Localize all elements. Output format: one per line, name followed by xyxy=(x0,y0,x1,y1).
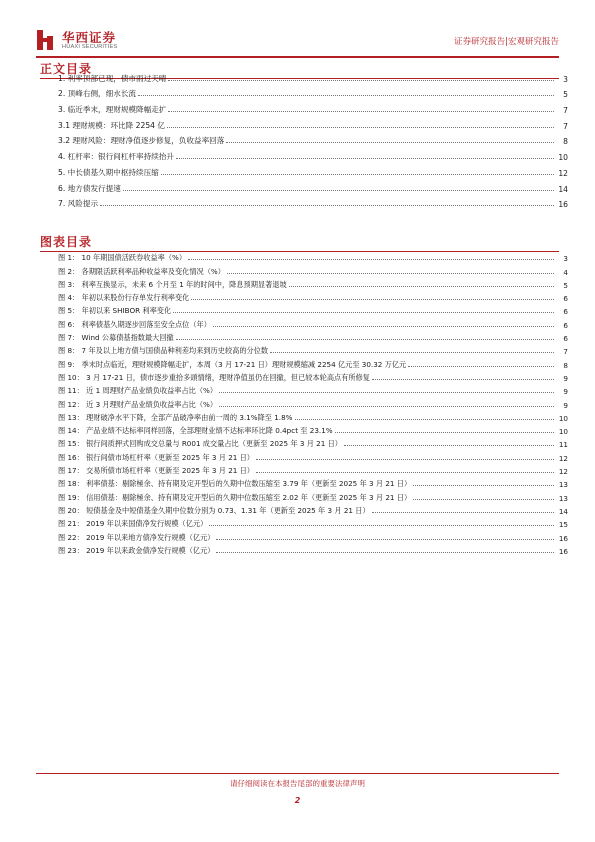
dot-leader xyxy=(270,352,554,353)
toc-entry-label: 1. 利率顶部已现，债市雨过天晴 xyxy=(58,73,167,83)
figure-entry-label: 图 18： 利率债基：剔除極余、持有期及定开型后的久期中位数压缩至 3.79 年（更新至 2025 年 3 月 21 日） xyxy=(58,479,412,489)
figure-entry[interactable] xyxy=(58,396,568,409)
dot-leader xyxy=(191,299,554,300)
toc-entry[interactable] xyxy=(58,99,568,115)
dot-leader xyxy=(168,111,554,112)
dot-leader xyxy=(123,190,554,191)
company-name-cn: 华西证券 xyxy=(62,30,117,45)
toc-entry-label: 3.1 理财规模：环比降 2254 亿 xyxy=(58,120,165,130)
dot-leader xyxy=(100,205,554,206)
dot-leader xyxy=(138,95,554,96)
dot-leader xyxy=(256,472,554,473)
figure-entry-page: 16 xyxy=(558,533,568,543)
page-number: 2 xyxy=(294,796,301,805)
figure-entry-page: 6 xyxy=(563,334,568,344)
figure-entry-label: 图 22： 2019 年以来地方债净发行规模（亿元） xyxy=(58,532,215,542)
toc-entry-page: 12 xyxy=(558,168,568,178)
toc-entry-page: 5 xyxy=(563,90,568,100)
figure-entry-label: 图 17： 交易所债市场杠杆率（更新至 2025 年 3 月 21 日） xyxy=(58,466,254,476)
figure-entry-page: 9 xyxy=(563,387,568,397)
dot-leader xyxy=(216,539,554,540)
figure-entry[interactable] xyxy=(58,290,568,303)
toc-entry-label: 4. 杠杆率：银行间杠杆率持续抬升 xyxy=(58,152,174,162)
figure-entry[interactable] xyxy=(58,343,568,356)
figure-entry-label: 图 5： 年初以来 SHIBOR 利率变化 xyxy=(58,306,172,316)
figure-entry[interactable] xyxy=(58,449,568,462)
figure-entry[interactable] xyxy=(58,543,568,556)
figure-entry-label: 图 19： 信用债基：剔除極余、持有期及定开型后的久期中位数压缩至 2.02 年（更新至 2025 年 3 月 21 日） xyxy=(58,492,412,502)
figure-entry-page: 12 xyxy=(558,453,568,463)
toc-entry-page: 3 xyxy=(563,74,568,84)
figure-entry[interactable] xyxy=(58,383,568,396)
figure-entry-label: 图 8： 7 年及以上地方债与国债品种利差均来到历史较高的分位数 xyxy=(58,346,269,356)
toc-entry-page: 8 xyxy=(563,137,568,147)
dot-leader xyxy=(226,142,554,143)
figure-entry-page: 10 xyxy=(558,427,568,437)
toc-entry[interactable] xyxy=(58,84,568,100)
figure-entry-label: 图 10： 3 月 17-21 日，债市逐步重拾多頭情绪，理财净值虽仍在回撤，但已较本轮高点有所修复 xyxy=(58,372,370,382)
toc-entry-label: 2. 顶峰右侧，细水长流 xyxy=(58,89,137,99)
toc-entry[interactable] xyxy=(58,115,568,131)
dot-leader xyxy=(167,127,554,128)
figure-entry[interactable] xyxy=(58,277,568,290)
toc-entry-label: 3.2 理财风险：理财净值逐步修复，负收益率回落 xyxy=(58,136,225,146)
figure-entry-label: 图 11： 近 1 周理财产品业绩负收益率占比（%） xyxy=(58,386,218,396)
dot-leader xyxy=(289,286,554,287)
toc-title: 正文目录 xyxy=(40,62,93,76)
figure-entry[interactable] xyxy=(58,370,568,383)
toc-entry-page: 14 xyxy=(558,184,568,194)
figure-entry-label: 图 3： 利率互换显示，未来 6 个月至 1 年的时间中，降息预期显著退坡 xyxy=(58,279,287,289)
dot-leader xyxy=(168,80,554,81)
figure-entry-label: 图 20： 短债基金及中短债基金久期中位数分别为 0.73、1.31 年（更新至 2025 年 3 月 21 日） xyxy=(58,505,370,515)
company-name-en: HUAXI SECURITIES xyxy=(62,44,118,50)
figure-entry[interactable] xyxy=(58,410,568,423)
figure-entry-page: 3 xyxy=(563,254,568,264)
footer-divider xyxy=(36,773,559,774)
figure-entry[interactable] xyxy=(58,356,568,369)
figure-entry[interactable] xyxy=(58,263,568,276)
dot-leader xyxy=(413,485,554,486)
figure-entry[interactable] xyxy=(58,316,568,329)
figure-entry-label: 图 2： 各期限活跃利率品种收益率及变化情况（%） xyxy=(58,266,225,276)
figure-entry-page: 6 xyxy=(563,320,568,330)
figure-entry-label: 图 14： 产品业绩不达标率同样回落，全部理财业绩不达标率环比降 0.4pct 至 23.1% xyxy=(58,426,333,436)
figure-entry-page: 9 xyxy=(563,400,568,410)
figure-entry-label: 图 6： 利率债基久期逐步回落至安全点位（年） xyxy=(58,319,211,329)
dot-leader xyxy=(213,326,554,327)
dot-leader xyxy=(408,366,554,367)
figure-entry-page: 13 xyxy=(558,480,568,490)
dot-leader xyxy=(188,259,554,260)
figure-entry[interactable] xyxy=(58,503,568,516)
figure-entry-label: 图 16： 银行间债市场杠杆率（更新至 2025 年 3 月 21 日） xyxy=(58,452,254,462)
dot-leader xyxy=(176,339,554,340)
header-divider xyxy=(36,56,559,58)
toc-entry[interactable] xyxy=(58,178,568,194)
figure-entry-page: 5 xyxy=(563,280,568,290)
dot-leader xyxy=(219,406,554,407)
figure-entry[interactable] xyxy=(58,303,568,316)
dot-leader xyxy=(176,158,554,159)
figure-entry[interactable] xyxy=(58,423,568,436)
toc-list xyxy=(58,68,568,209)
figure-entry-page: 14 xyxy=(558,506,568,516)
figure-entry-label: 图 9： 季末时点临近，理财规模降幅走扩，本周（3 月 17-21 日）理财规模缩减 2254 亿元至 30.32 万亿元 xyxy=(58,359,407,369)
figure-entry-page: 12 xyxy=(558,467,568,477)
dot-leader xyxy=(413,499,554,500)
dot-leader xyxy=(173,312,554,313)
figure-entry-page: 6 xyxy=(563,307,568,317)
figure-entry-label: 图 12： 近 3 月理财产品业绩负收益率占比（%） xyxy=(58,399,218,409)
page-header xyxy=(36,28,559,56)
report-type: 证券研究报告|宏观研究报告 xyxy=(454,37,559,47)
dot-leader xyxy=(295,419,555,420)
figure-entry-label: 图 4： 年初以来股份行存单发行利率变化 xyxy=(58,293,190,303)
figure-entry[interactable] xyxy=(58,489,568,502)
toc-entry-label: 3. 临近季末，理财规模降幅走扩 xyxy=(58,105,167,115)
toc-entry-page: 7 xyxy=(563,121,568,131)
toc-entry-label: 5. 中长债基久期中枢持续压缩 xyxy=(58,167,159,177)
toc-entry[interactable] xyxy=(58,146,568,162)
dot-leader xyxy=(372,379,554,380)
figure-entry-label: 图 21： 2019 年以来国债净发行规模（亿元） xyxy=(58,519,208,529)
figure-entry-label: 图 23： 2019 年以来政金债净发行规模（亿元） xyxy=(58,545,215,555)
toc-entry-label: 6. 地方债发行提速 xyxy=(58,183,121,193)
dot-leader xyxy=(161,174,554,175)
figure-entry[interactable] xyxy=(58,516,568,529)
toc-entry[interactable] xyxy=(58,194,568,210)
huaxi-logo-icon xyxy=(36,28,56,52)
toc-entry[interactable] xyxy=(58,162,568,178)
figure-entry-page: 15 xyxy=(558,520,568,530)
dot-leader xyxy=(335,432,554,433)
figure-entry[interactable] xyxy=(58,436,568,449)
dot-leader xyxy=(344,445,554,446)
dot-leader xyxy=(209,525,554,526)
dot-leader xyxy=(256,459,554,460)
figure-entry-page: 9 xyxy=(563,373,568,383)
figure-entry-page: 10 xyxy=(558,413,568,423)
figure-entry-page: 7 xyxy=(563,347,568,357)
figure-entry-page: 16 xyxy=(558,546,568,556)
dot-leader xyxy=(216,552,554,553)
figure-list-title: 图表目录 xyxy=(40,235,93,249)
dot-leader xyxy=(219,392,554,393)
figure-entry[interactable] xyxy=(58,529,568,542)
figure-entry-label: 图 1： 10 年期国债活跃券收益率（%） xyxy=(58,253,187,263)
toc-entry[interactable] xyxy=(58,68,568,84)
figure-entry-page: 13 xyxy=(558,493,568,503)
figure-entry[interactable] xyxy=(58,250,568,263)
figure-entry[interactable] xyxy=(58,330,568,343)
toc-entry-page: 16 xyxy=(558,200,568,210)
figure-entry[interactable] xyxy=(58,476,568,489)
figure-entry-page: 8 xyxy=(563,360,568,370)
figure-entry-page: 11 xyxy=(558,440,568,450)
figure-entry[interactable] xyxy=(58,463,568,476)
legal-disclaimer: 请仔细阅读在本报告尾部的重要法律声明 xyxy=(230,779,365,788)
dot-leader xyxy=(372,512,554,513)
toc-entry-page: 7 xyxy=(563,106,568,116)
toc-entry[interactable] xyxy=(58,131,568,147)
figure-entry-label: 图 15： 银行间质押式回购成交总量与 R001 成交量占比（更新至 2025 年 3 月 21 日） xyxy=(58,439,342,449)
figure-entry-label: 图 13： 理财破净水平下降，全部产品破净率由前一周的 3.1%降至 1.8% xyxy=(58,412,293,422)
dot-leader xyxy=(227,273,554,274)
figure-entry-page: 6 xyxy=(563,294,568,304)
toc-entry-label: 7. 风险提示 xyxy=(58,199,99,209)
figure-list xyxy=(58,250,568,556)
figure-entry-label: 图 7： Wind 公募债基指数最大回撤 xyxy=(58,333,174,343)
figure-entry-page: 4 xyxy=(563,267,568,277)
toc-entry-page: 10 xyxy=(558,153,568,163)
